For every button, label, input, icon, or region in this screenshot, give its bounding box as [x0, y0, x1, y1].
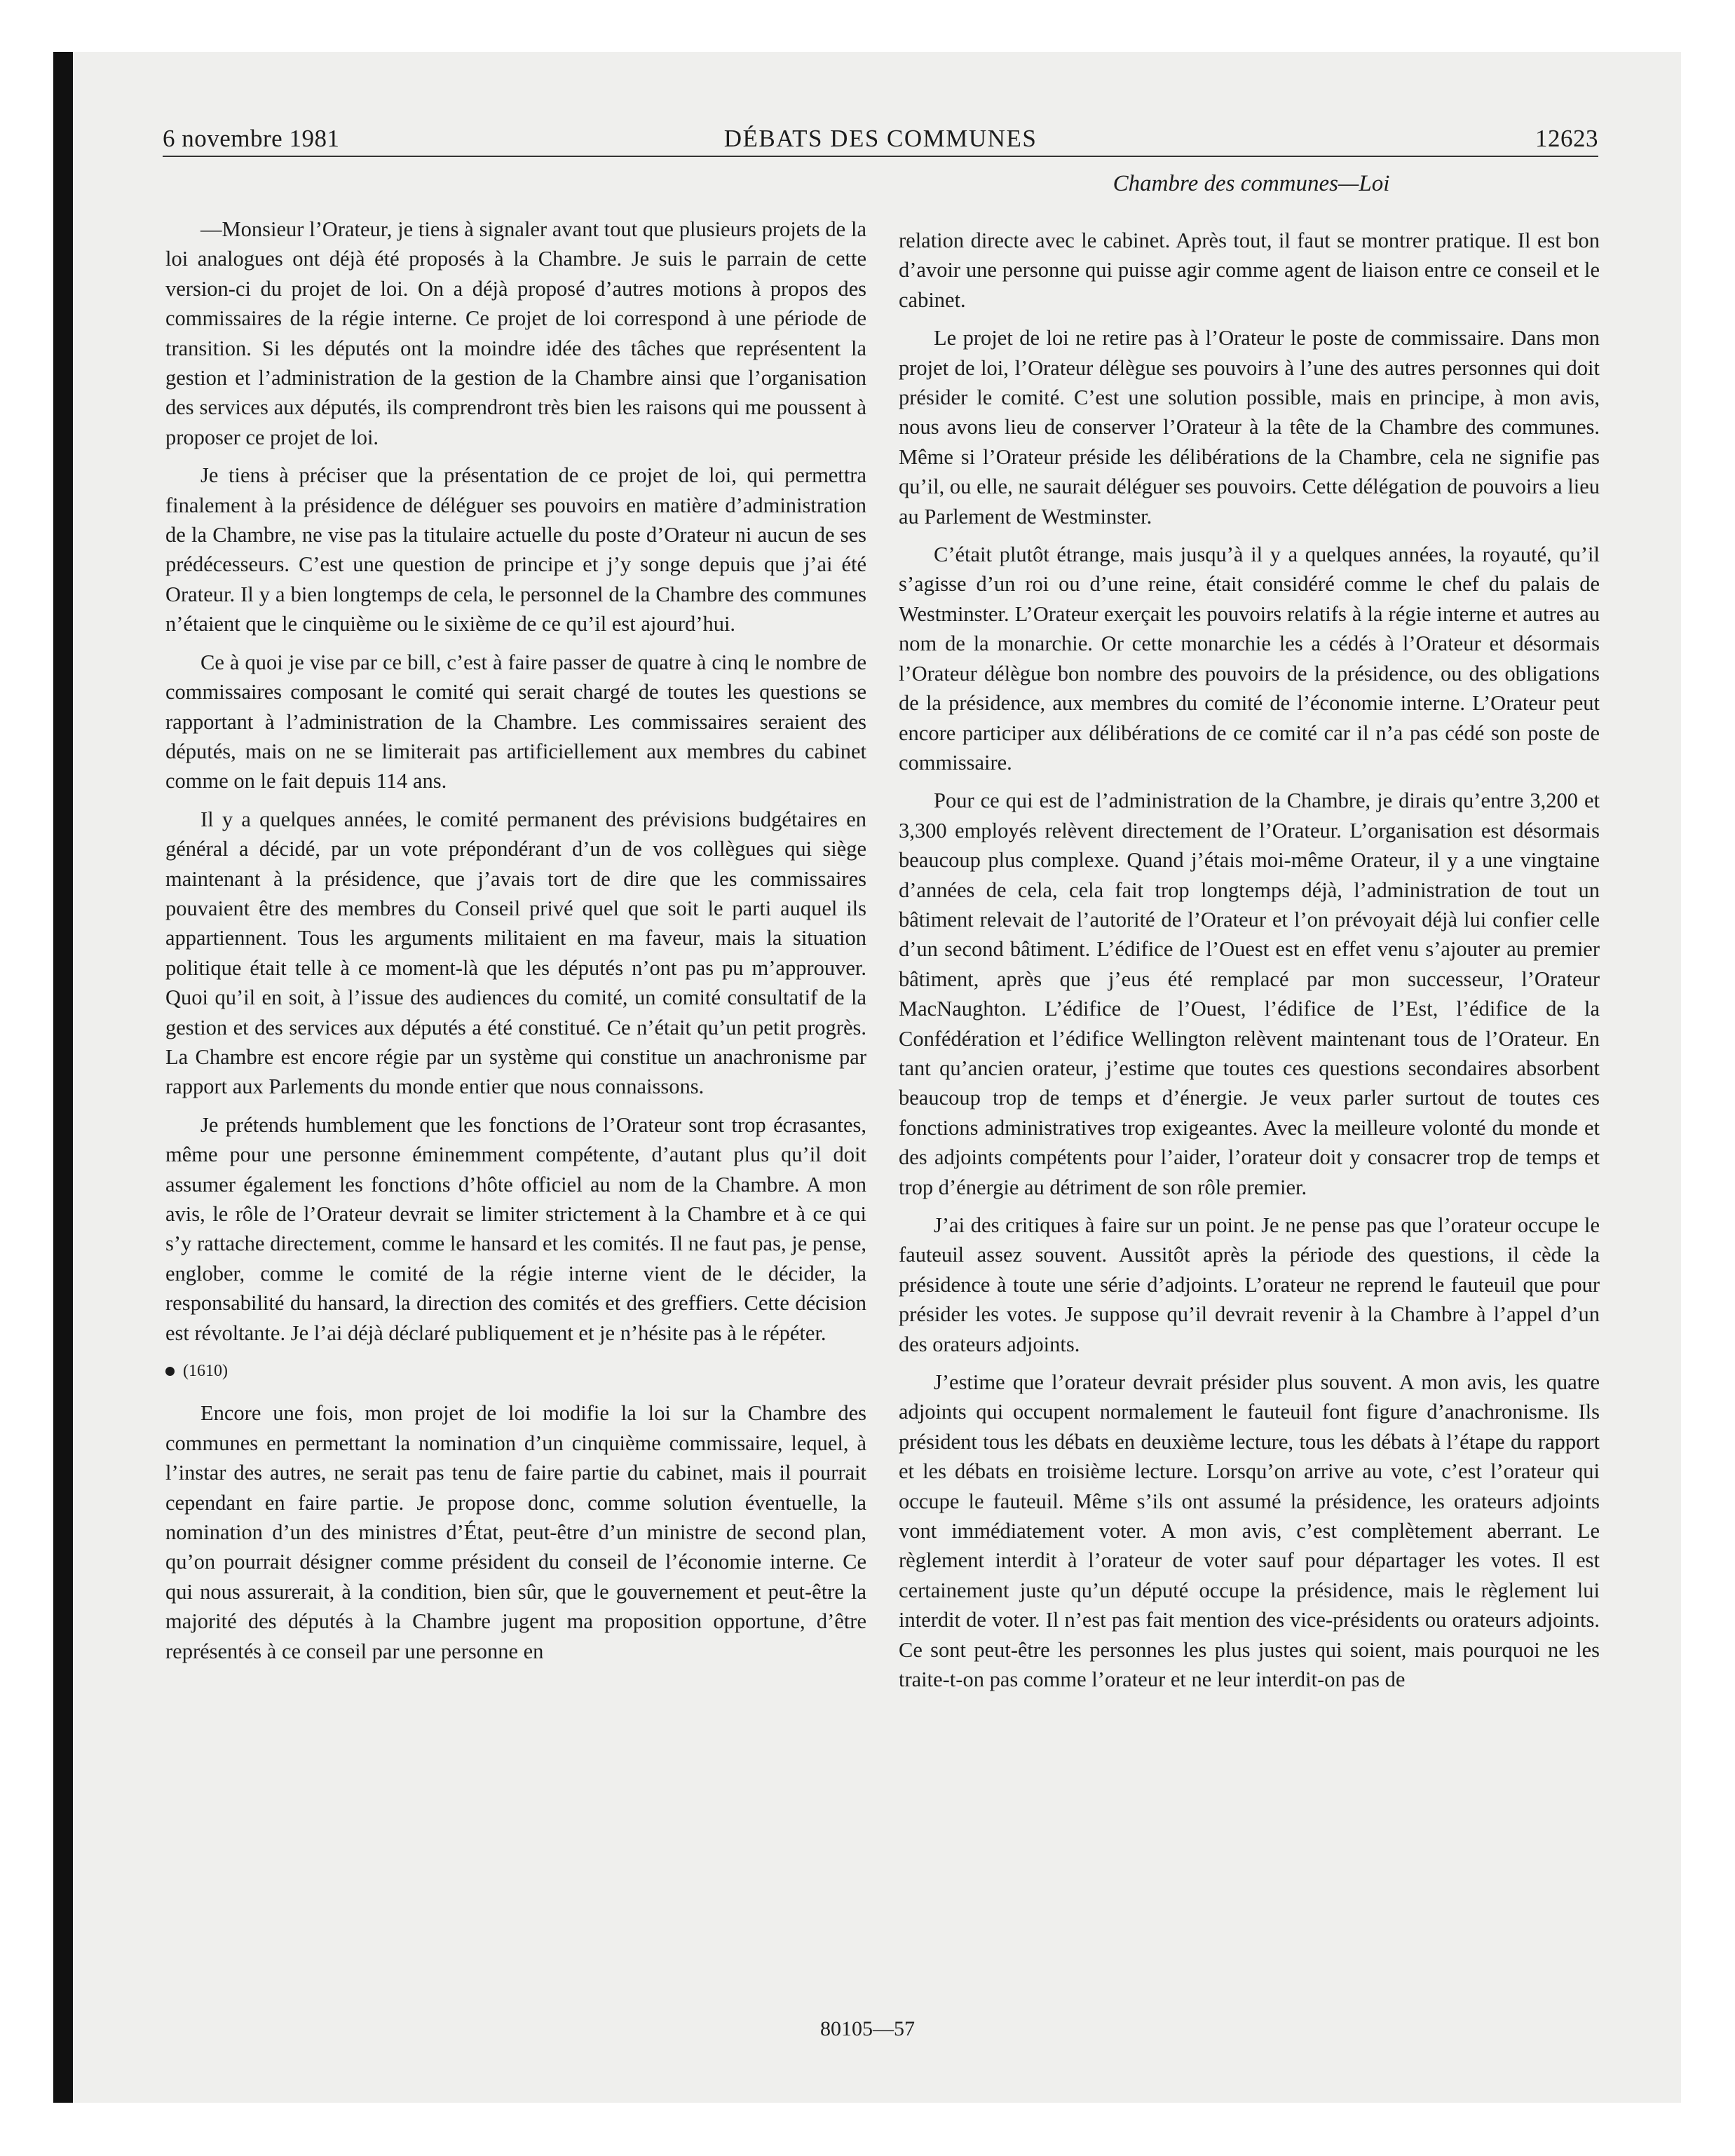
bullet-icon	[165, 1367, 175, 1376]
header-title: DÉBATS DES COMMUNES	[723, 125, 1037, 152]
paragraph: Je prétends humblement que les fonctions de l’Orateur sont trop écrasantes, même pour une personne éminemment compétente, d’autant plus qu’il doit assumer également les fonctions d’hôte officiel au nom de la Chambre. A mon avis, le rôle de l’Orateur devrait se limiter strictement à la Chambre et à ce qui s’y rattache directement, comme le hansard et les comités. Il ne faut pas, je pense, englober, comme le comité de la régie interne vient de le décider, la responsabilité du hansard, la direction des comités et des greffiers. Cette décision est révoltante. Je l’ai déjà déclaré publiquement et je n’hésite pas à le répéter.	[165, 1112, 866, 1345]
footer-code: 80105—57	[820, 2017, 915, 2040]
paragraph: Il y a quelques années, le comité permanent des prévisions budgétaires en général a décidé, par un vote prépondérant d’un de vos collègues qui siège maintenant à la présidence, que j’avais tort de dire que les commissaires pouvaient être des membres du Conseil privé quel que soit le parti auquel ils appartiennent. Tous les arguments militaient en ma faveur, mais la situation politique était telle à ce moment-là que les députés n’ont pas pu m’approuver. Quoi qu’il en soit, à l’issue des audiences du comité, un comité consultatif de la gestion et des services aux députés a été constitué. Ce n’était qu’un petit progrès. La Chambre est encore régie par un système qui constitue un anachronisme par rapport aux Parlements du monde entier que nous connaissons.	[165, 807, 866, 1099]
header-rule	[163, 156, 1598, 157]
header-date: 6 novembre 1981	[163, 125, 340, 152]
right-column	[899, 214, 1600, 1703]
time-marker-text: (1610)	[183, 1362, 228, 1381]
left-column	[165, 214, 866, 1674]
paragraph: Je tiens à préciser que la présentation de ce projet de loi, qui permettra finalement à la présidence de déléguer ses pouvoirs en matière d’administration de la Chambre, ne vise pas la titulaire actuelle du poste d’Orateur ni aucun de ses prédécesseurs. C’est une question de principe et j’y songe depuis que j’ai été Orateur. Il y a bien longtemps de cela, le personnel de la Chambre des communes n’étaient que le cinquième ou le sixième de ce qu’il est ajourd’hui.	[165, 463, 866, 636]
binding-edge	[53, 52, 73, 2103]
paragraph: J’estime que l’orateur devrait présider plus souvent. A mon avis, les quatre adjoints qui occupent normalement le fauteuil font figure d’anachronisme. Ils président tous les débats en deuxième lecture, tous les débats à l’étape du rapport et les débats en troisième lecture. Lorsqu’on arrive au vote, c’est l’orateur qui occupe le fauteuil. Même s’ils ont assumé la présidence, les orateurs adjoints vont immédiatement voter. A mon avis, c’est complètement aberrant. Le règlement interdit à l’orateur de voter sauf pour départager les votes. Il est certainement juste qu’un député occupe la présidence, mais le règlement lui interdit de voter. Il n’est pas fait mention des vice-présidents ou orateurs adjoints. Ce sont peut-être les personnes les plus justes qui soient, mais pourquoi ne les traite-t-on pas comme l’orateur et ne leur interdit-on pas de	[899, 1370, 1600, 1692]
paragraph: Ce à quoi je vise par ce bill, c’est à faire passer de quatre à cinq le nombre de commissaires composant le comité qui serait chargé de toutes les questions se rapportant à l’administration de la Chambre. Les commissaires seraient des députés, mais on ne se limiterait pas artificiellement aux membres du cabinet comme on le fait depuis 114 ans.	[165, 650, 866, 793]
paragraph: Pour ce qui est de l’administration de la Chambre, je dirais qu’entre 3,200 et 3,300 employés relèvent directement de l’Orateur. L’organisation est désormais beaucoup plus complexe. Quand j’étais moi-même Orateur, il y a une vingtaine d’années de cela, cela fait trop longtemps déjà, l’administration de tout un bâtiment relevait de l’autorité de l’Orateur et l’on prévoyait déjà lui confier celle d’un second bâtiment. L’édifice de l’Ouest est en effet venu s’ajouter au premier bâtiment, après que j’eus été remplacé par mon successeur, l’Orateur MacNaughton. L’édifice de l’Ouest, l’édifice de l’Est, l’édifice de la Confédération et l’édifice Wellington relèvent maintenant tous de l’Orateur. En tant qu’ancien orateur, j’estime que toutes ces questions secondaires absorbent beaucoup trop de temps et d’énergie. Je veux parler surtout de toutes ces fonctions administratives trop exigeantes. Avec la meilleure volonté du monde et des adjoints compétents pour l’aider, l’orateur doit y consacrer trop de temps et trop d’énergie au détriment de son rôle premier.	[899, 789, 1600, 1199]
paragraph: Le projet de loi ne retire pas à l’Orateur le poste de commissaire. Dans mon projet de loi, l’Orateur délègue ses pouvoirs à l’une des autres personnes qui doit présider le comité. C’est une solution possible, mais en principe, à mon avis, nous avons lieu de conserver l’Orateur à la tête de la Chambre des communes. Même si l’Orateur préside les délibérations de la Chambre, cela ne signifie pas qu’il, ou elle, ne saurait déléguer ses pouvoirs. Cette délégation de pouvoirs a lieu au Parlement de Westminster.	[899, 326, 1600, 528]
page-number: 12623	[1535, 125, 1598, 152]
paragraph: —Monsieur l’Orateur, je tiens à signaler avant tout que plusieurs projets de la loi analogues ont déjà été proposés à la Chambre. Je suis le parrain de cette version-ci du projet de loi. On a déjà proposé d’autres motions à propos des commissaires de la régie interne. Ce projet de loi correspond à une période de transition. Si les députés ont la moindre idée des tâches que représentent la gestion et l’administration de la gestion de la Chambre ainsi que l’organisation des services aux députés, ils comprendront très bien les raisons qui me poussent à proposer ce projet de loi.	[165, 217, 866, 449]
running-header	[163, 116, 1598, 156]
paragraph: relation directe avec le cabinet. Après tout, il faut se montrer pratique. Il est bon d’avoir une personne qui puisse agir comme agent de liaison entre ce conseil et le cabinet.	[899, 228, 1600, 312]
paragraph: C’était plutôt étrange, mais jusqu’à il y a quelques années, la royauté, qu’il s’agisse d’un roi ou d’une reine, était considéré comme le chef du palais de Westminster. L’Orateur exerçait les pouvoirs relatifs à la régie interne et autres au nom de la monarchie. Or cette monarchie les a cédés à l’Orateur et désormais l’Orateur délègue bon nombre des pouvoirs de la présidence, ou des obligations de la présidence, aux membres du comité de l’économie interne. L’Orateur peut encore participer aux délibérations de ce comité car il n’a pas cédé son poste de commissaire.	[899, 543, 1600, 775]
paragraph: Encore une fois, mon projet de loi modifie la loi sur la Chambre des communes en permettant la nomination d’un cinquième commissaire, lequel, à l’instar des autres, ne serait pas tenu de faire partie du cabinet, mais il pourrait cependant en faire partie. Je propose donc, comme solution éventuelle, la nomination d’un des ministres d’État, peut-être d’un ministre de second plan, qu’on pourrait désigner comme président du conseil de l’économie interne. Ce qui nous assurerait, à la condition, bien sûr, que le gouvernement et peut-être la majorité des députés à la Chambre jugent ma proposition opportune, d’être représentés à ce conseil par une personne en	[165, 1401, 866, 1663]
time-marker	[165, 1356, 866, 1386]
section-subhead: Chambre des communes—Loi	[1113, 171, 1390, 196]
paragraph: J’ai des critiques à faire sur un point. Je ne pense pas que l’orateur occupe le fauteuil assez souvent. Aussitôt après la période des questions, il cède la présidence à toute une série d’adjoints. L’orateur ne reprend le fauteuil que pour présider les votes. Je suppose qu’il devrait revenir à la Chambre à l’appel d’un des orateurs adjoints.	[899, 1213, 1600, 1356]
